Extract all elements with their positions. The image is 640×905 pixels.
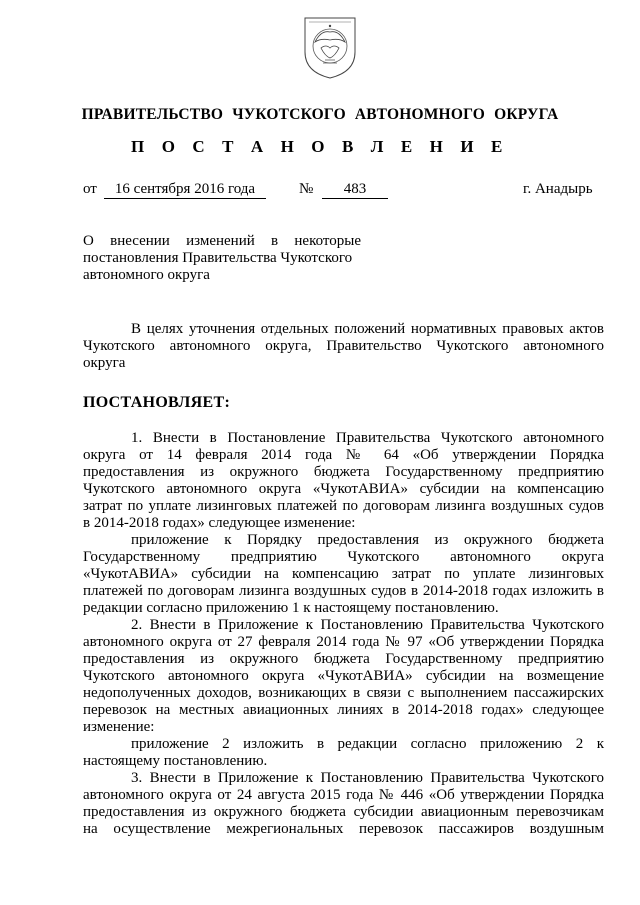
subject-line: О внесении изменений в некоторые [83, 233, 361, 249]
body-line: автономного округа от 27 февраля 2014 года № 97 «Об утверждении Порядка [83, 634, 604, 650]
body-line: 2. Внести в Приложение к Постановлению Правительства Чукотского [131, 617, 604, 633]
body-line: платежей по договорам лизинга воздушных судов в 2014-2018 годах изложить в [83, 583, 604, 599]
body-line: округа от 14 февраля 2014 года № 64 «Об утверждении Порядка [83, 447, 604, 463]
body-line: перевозок на местных авиационных линиях в 2014-2018 годах» следующее [83, 702, 604, 718]
body-line: предоставления из окружного бюджета Государственному предприятию [83, 464, 604, 480]
body-line: приложение к Порядку предоставления из окружного бюджета [131, 532, 604, 548]
body-line: Чукотского автономного округа «ЧукотАВИА» субсидии на возмещение [83, 668, 604, 684]
body-line: автономного округа от 24 августа 2015 года № 446 «Об утверждении Порядка [83, 787, 604, 803]
date-prefix: от [83, 181, 97, 197]
preamble-line: В целях уточнения отдельных положений нормативных правовых актов [131, 321, 604, 337]
body-line: недополученных доходов, возникающих в связи с выполнением пассажирских [83, 685, 604, 701]
preamble [83, 321, 604, 372]
coat-of-arms-emblem [301, 12, 359, 80]
body-line: 3. Внести в Приложение к Постановлению Правительства Чукотского [131, 770, 604, 786]
body-line: редакции согласно приложению 1 к настоящему постановлению. [83, 600, 499, 616]
document-subject [83, 233, 361, 284]
subject-line: автономного округа [83, 267, 210, 283]
body-line: на осуществление межрегиональных перевозок пассажиров воздушным [83, 821, 604, 837]
decree-heading: ПОСТАНОВЛЯЕТ: [83, 394, 231, 411]
body-line: Чукотского автономного округа «ЧукотАВИА» субсидии на компенсацию [83, 481, 604, 497]
document-type: П О С Т А Н О В Л Е Н И Е [131, 137, 509, 156]
body-line: Государственному предприятию Чукотского автономного округа [83, 549, 604, 565]
body-line: «ЧукотАВИА» субсидии на компенсацию затрат по уплате лизинговых [83, 566, 604, 582]
preamble-line: Чукотского автономного округа, Правительство Чукотского автономного [83, 338, 604, 354]
body-line: изменение: [83, 719, 155, 735]
body-line: затрат по уплате лизинговых платежей по договорам лизинга воздушных судов [83, 498, 604, 514]
number-prefix: № [299, 181, 314, 197]
body-line: приложение 2 изложить в редакции согласно приложению 2 к [131, 736, 604, 752]
body-line: предоставления из окружного бюджета Государственному предприятию [83, 651, 604, 667]
organization-title: ПРАВИТЕЛЬСТВО ЧУКОТСКОГО АВТОНОМНОГО ОКРУГА [81, 106, 559, 123]
body-line: 1. Внести в Постановление Правительства Чукотского автономного [131, 430, 604, 446]
document-number: 483 [322, 181, 388, 199]
document-place: г. Анадырь [523, 181, 593, 197]
preamble-line: округа [83, 355, 126, 371]
decree-body [83, 430, 604, 838]
body-line: в 2014-2018 годах» следующее изменение: [83, 515, 356, 531]
document-date: 16 сентября 2016 года [104, 181, 266, 199]
body-line: предоставления из окружного бюджета субсидии авиационным перевозчикам [83, 804, 604, 820]
subject-line: постановления Правительства Чукотского [83, 250, 353, 266]
body-line: настоящему постановлению. [83, 753, 268, 769]
